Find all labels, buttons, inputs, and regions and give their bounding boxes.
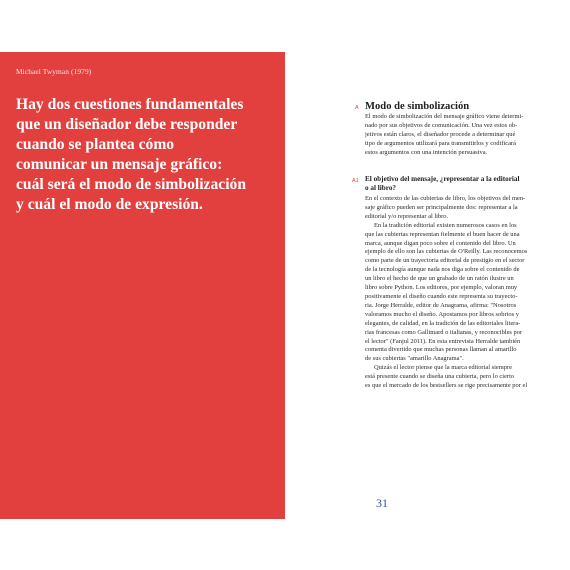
text-line: jetivos están claros, el diseñador procede a determinar qué xyxy=(365,130,516,138)
quote-line: y cuál el modo de expresión. xyxy=(16,196,203,213)
text-line: comenta divertido que muchas personas llaman al amarillo xyxy=(365,346,517,354)
text-line: elegantes, de calidad, en la tradición de las editoriales litera- xyxy=(365,319,521,327)
quote-line: que un diseñador debe responder xyxy=(16,116,238,133)
text-line: el lector" (Fanjul 2011). En esta entrevista Herralde también xyxy=(365,337,521,345)
text-line: estos argumentos con una intención persuasiva. xyxy=(365,148,488,156)
text-line: Quizás el lector piense que la marca editorial siempre xyxy=(374,364,512,372)
subsection-title-line: El objetivo del mensaje, ¿representar a la editorial xyxy=(365,175,520,183)
red-quote-panel xyxy=(0,52,285,519)
text-line: editorial y/o representar al libro. xyxy=(365,212,449,220)
text-line: valoramos mucho el diseño. Apostamos por libros sobrios y xyxy=(365,310,519,318)
text-line: de sus cubiertas "amarillo Anagrama". xyxy=(365,355,464,363)
text-line: es que el mercado de los bestsellers se rige precisamente por el xyxy=(365,382,528,390)
text-line: libro sobre Python. Los editores, por ejemplo, valoran muy xyxy=(365,284,518,292)
text-line: El modo de simbolización del mensaje gráfico viene determi- xyxy=(365,113,524,120)
text-line: tipo de argumentos utilizará para transmitirlos y codificará xyxy=(365,139,516,147)
text-line: marca, aunque digan poco sobre el contenido del libro. Un xyxy=(365,239,516,247)
quote-line: cuando se plantea cómo xyxy=(16,136,175,153)
text-line: que las cubiertas representan fielmente el buen hacer de una xyxy=(365,230,520,238)
body-paragraph xyxy=(365,195,565,391)
subsection-marker: A1 xyxy=(352,178,359,184)
quote-line: Hay dos cuestiones fundamentales xyxy=(16,96,244,113)
text-line: En la tradición editorial existen numerosos casos en los xyxy=(374,221,517,229)
quote-line: cuál será el modo de simbolización xyxy=(16,176,246,193)
quote-attribution: Michael Twyman (1979) xyxy=(16,67,92,76)
page-number: 31 xyxy=(376,496,388,510)
text-line: un libro el hecho de que un grabado de un ratón ilustre un xyxy=(365,275,514,283)
text-line: está presente cuando se diseña una cubierta, pero lo cierto xyxy=(365,373,515,381)
text-line: rias francesas como Gallimard o italianas, y reconocibles por xyxy=(365,328,523,336)
intro-paragraph xyxy=(365,113,565,158)
section-title: Modo de simbolización xyxy=(365,101,470,112)
text-line: nado por sus objetivos de comunicación. Una vez estos ob- xyxy=(365,121,518,129)
text-line: En el contexto de las cubiertas de libro, los objetivos del men- xyxy=(365,195,526,202)
subsection-title xyxy=(365,175,565,193)
quote-line: comunicar un mensaje gráfico: xyxy=(16,156,223,173)
text-line: como parte de un trayectoria editorial de prestigio en el sector xyxy=(365,257,525,265)
text-line: ejemplo de ello son las cubiertas de O'Reilly. Las reconocemos xyxy=(365,248,528,256)
section-marker: A xyxy=(355,105,359,111)
subsection-title-line: o al libro? xyxy=(365,184,397,193)
pull-quote xyxy=(16,95,278,215)
text-line: positivamente el diseño cuando este representa su trayecto- xyxy=(365,292,518,300)
text-line: saje gráfico pueden ser principalmente dos: representar a la xyxy=(365,203,518,211)
text-line: ria. Jorge Herralde, editor de Anagrama, afirma: "Nosotros xyxy=(365,301,517,309)
text-line: de la tecnología aunque nada nos diga sobre el contenido de xyxy=(365,266,520,274)
